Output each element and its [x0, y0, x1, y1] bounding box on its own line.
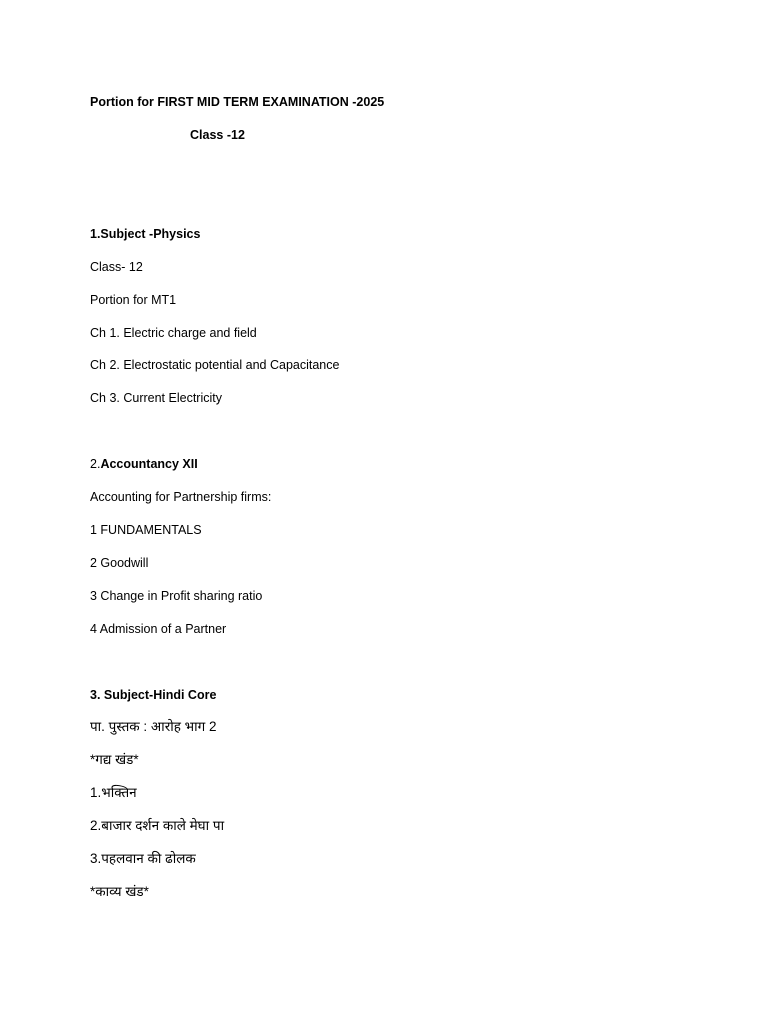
hindi-line-5: 3.पहलवान की ढोलक — [90, 851, 196, 866]
physics-portion: Portion for MT1 — [90, 293, 177, 307]
accountancy-number: 2. — [90, 457, 101, 471]
hindi-heading: 3. Subject-Hindi Core — [90, 688, 217, 702]
class-heading: Class -12 — [190, 128, 245, 142]
accountancy-topic-1: 1 FUNDAMENTALS — [90, 523, 202, 537]
physics-chapter-2: Ch 2. Electrostatic potential and Capacitance — [90, 358, 340, 372]
accountancy-topic-3: 3 Change in Profit sharing ratio — [90, 589, 263, 603]
physics-class: Class- 12 — [90, 260, 143, 274]
hindi-line-2: *गद्य खंड* — [90, 752, 139, 767]
accountancy-intro: Accounting for Partnership firms: — [90, 490, 272, 504]
hindi-line-6: *काव्य खंड* — [90, 884, 149, 899]
accountancy-topic-2: 2 Goodwill — [90, 556, 149, 570]
hindi-line-4: 2.बाजार दर्शन काले मेघा पा — [90, 818, 225, 833]
physics-chapter-1: Ch 1. Electric charge and field — [90, 326, 257, 340]
hindi-line-1: पा. पुस्तक : आरोह भाग 2 — [90, 719, 217, 734]
hindi-line-3: 1.भक्तिन — [90, 785, 137, 800]
physics-chapter-3: Ch 3. Current Electricity — [90, 391, 222, 405]
accountancy-heading-row — [90, 456, 198, 472]
accountancy-heading: Accountancy XII — [100, 457, 198, 471]
accountancy-topic-4: 4 Admission of a Partner — [90, 622, 227, 636]
document-title: Portion for FIRST MID TERM EXAMINATION -2025 — [90, 95, 385, 109]
physics-heading: 1.Subject -Physics — [90, 227, 201, 241]
